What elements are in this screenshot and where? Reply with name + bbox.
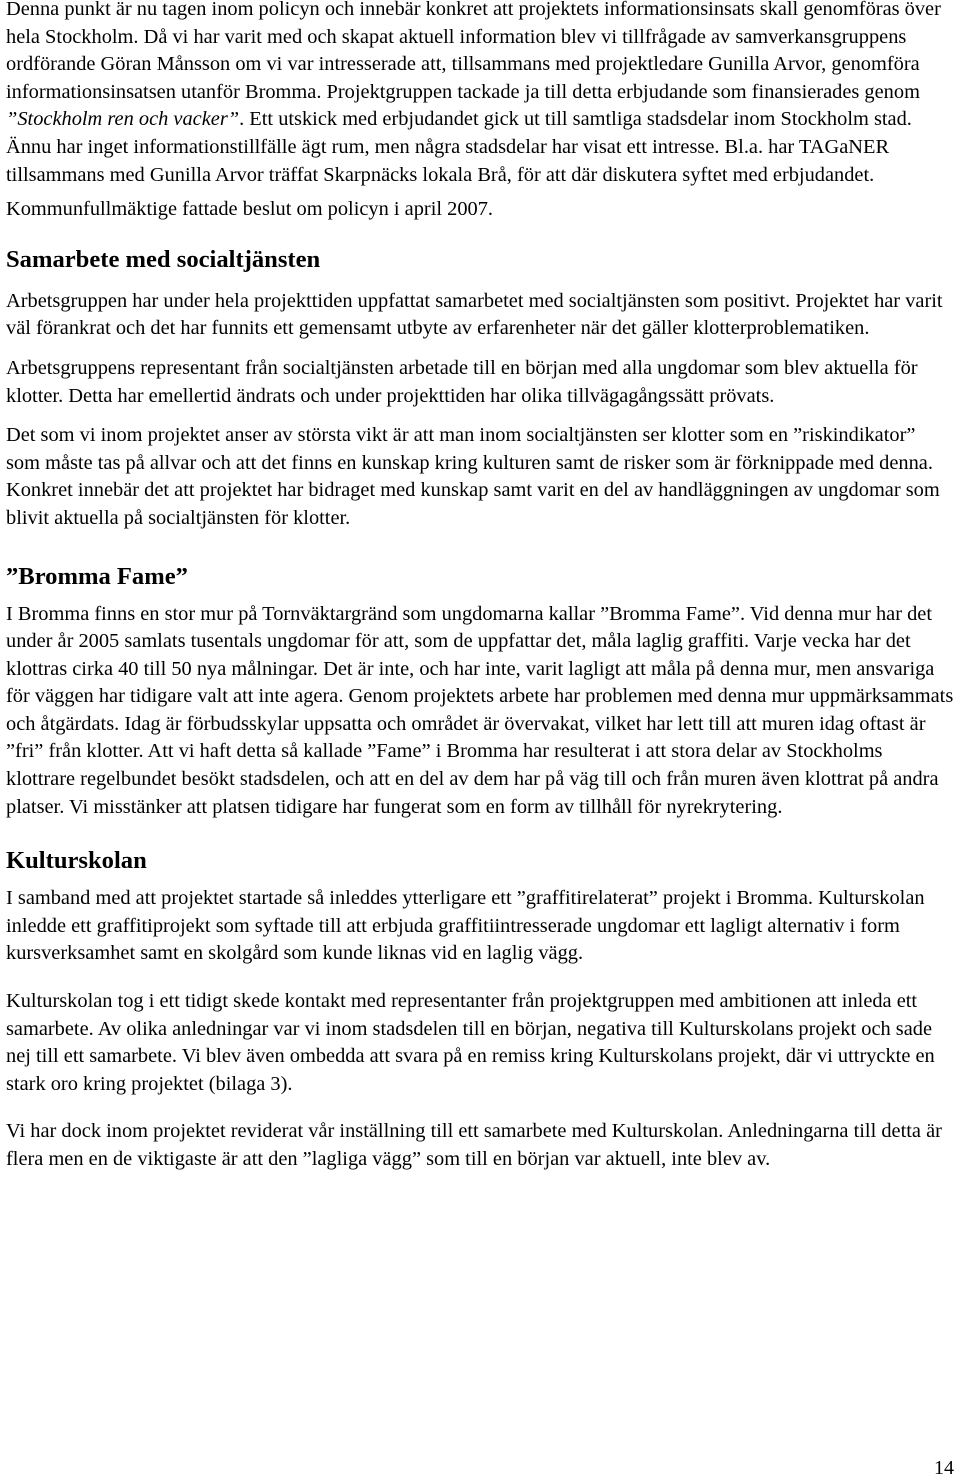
policy-decision-paragraph: Kommunfullmäktige fattade beslut om policyn i april 2007. [6, 198, 494, 221]
social-paragraph-2: Arbetsgruppens representant från socialtjänsten arbetade till en början med alla ungdomar som blev aktuella för klotter. Detta har emellertid ändrats och under projekttiden har olika tillvägagångssätt prövats. [6, 356, 918, 407]
social-paragraph-1: Arbetsgruppen har under hela projekttiden uppfattat samarbetet med socialtjänsten som positivt. Projektet har varit väl förankrat och det har funnits ett gemensamt utbyte av erfarenheter när det gäller klotterproblematiken. [6, 289, 943, 340]
intro-italic-name: ”Stockholm ren och vacker” [6, 108, 240, 131]
intro-paragraph [6, 0, 954, 189]
bromma-paragraph: I Bromma finns en stor mur på Tornväktargränd som ungdomarna kallar ”Bromma Fame”. Vid denna mur har det under år 2005 samlats tusentals ungdomar för att, som de uppfattar det, måla laglig graffiti. Varje vecka har det klottras cirka 40 till 50 nya målningar. Det är inte, och har inte, varit lagligt att måla på denna mur, men ansvariga för väggen har tidigare valt att inte agera. Genom projektets arbete har problemen med denna mur uppmärksammats och åtgärdats. Idag är förbudsskylar uppsatta och området är övervakat, vilket har lett till att muren idag oftast är ”fri” från klotter. Att vi haft detta så kallade ”Fame” i Bromma har resulterat i att stora delar av Stockholms klottrare regelbundet besökt stadsdelen, och att en del av dem har på väg till och från muren även klottrat på andra platser. Vi misstänker att platsen tidigare har fungerat som en form av tillhåll för nyrekrytering. [6, 602, 954, 818]
intro-text-after-italic: . Ett utskick med erbjudandet gick ut till samtliga stadsdelar inom Stockholm stad. Ännu har inget informationstillfälle ägt rum, men några stadsdelar har visat ett intresse. Bl.a. har TAGaNER tillsammans med Gunilla Arvor träffat Skarpnäcks lokala Brå, för att där diskutera syftet med erbjudandet. [6, 108, 912, 186]
section-heading-social: Samarbete med socialtjänsten [6, 245, 321, 273]
section-heading-bromma-fame: ”Bromma Fame” [6, 562, 188, 590]
page-number: 14 [934, 1457, 954, 1479]
kultur-paragraph-3: Vi har dock inom projektet reviderat vår inställning till ett samarbete med Kulturskolan. Anledningarna till detta är flera men en de viktigaste är att den ”lagliga vägg” som till en början var aktuell, inte blev av. [6, 1120, 942, 1170]
section-heading-kulturskolan: Kulturskolan [6, 847, 147, 875]
social-paragraph-3: Det som vi inom projektet anser av största vikt är att man inom socialtjänsten ser klotter som en ”riskindikator” som måste tas på allvar och att det finns en kunskap kring kulturen samt de risker som är förknippade med denna. Konkret innebär det att projektet har bidraget med kunskap samt varit en del av handläggningen av ungdomar som blivit aktuella på socialtjänsten för klotter. [6, 424, 940, 529]
kultur-paragraph-1: I samband med att projektet startade så inleddes ytterligare ett ”graffitirelaterat” projekt i Bromma. Kulturskolan inledde ett graffitiprojekt som syftade till att erbjuda graffitiintresserade ungdomar ett lagligt alternativ i form kursverksamhet samt en skolgård som kunde liknas vid en laglig vägg. [6, 887, 925, 965]
intro-text-before-italic: Denna punkt är nu tagen inom policyn och innebär konkret att projektets informationsinsats skall genomföras över hela Stockholm. Då vi har varit med och skapat aktuell information blev vi tillfrågade av samverkansgruppens ordförande Göran Månsson om vi var intresserade att, tillsammans med projektledare Gunilla Arvor, genomföra informationsinsatsen utanför Bromma. Projektgruppen tackade ja till detta erbjudande som finansierades genom [6, 0, 941, 103]
kultur-paragraph-2: Kulturskolan tog i ett tidigt skede kontakt med representanter från projektgruppen med ambitionen att inleda ett samarbete. Av olika anledningar var vi inom stadsdelen till en början, negativa till Kulturskolans projekt och sade nej till ett samarbete. Vi blev även ombedda att svara på en remiss kring Kulturskolans projekt, där vi uttryckte en stark oro kring projektet (bilaga 3). [6, 990, 935, 1095]
document-page [6, 0, 954, 1174]
